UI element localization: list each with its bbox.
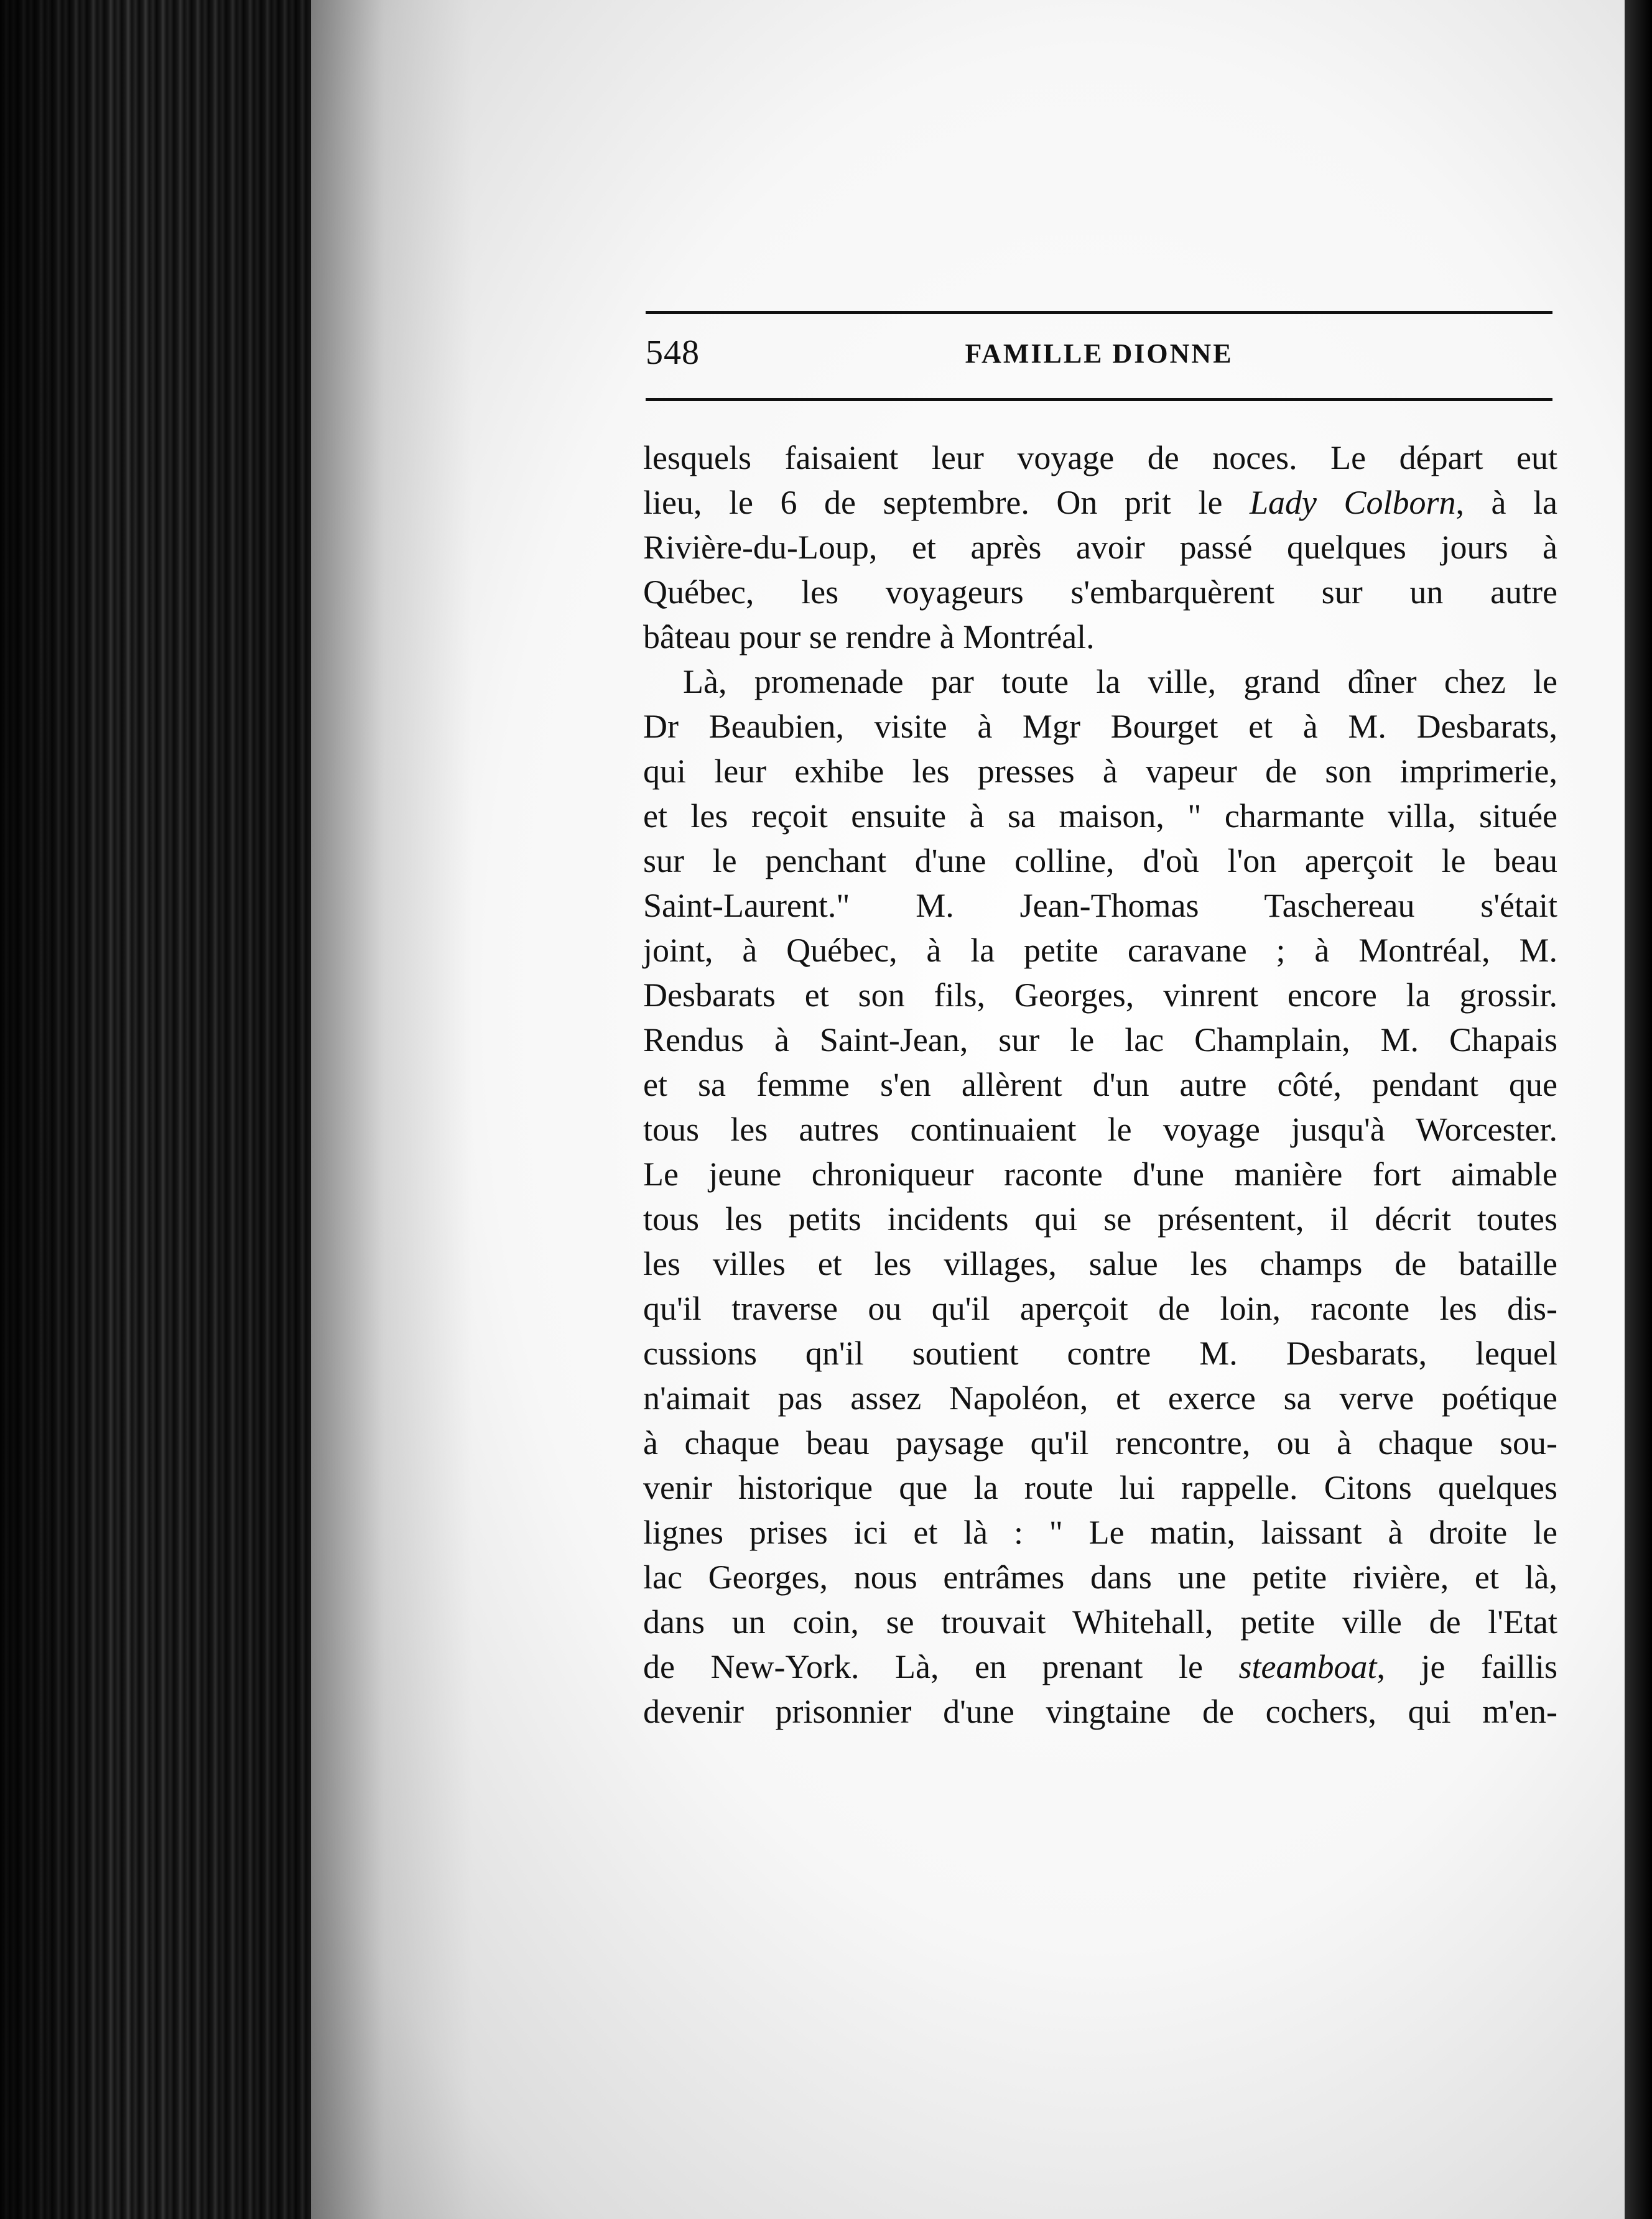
page-number: 548: [646, 333, 700, 372]
text-line: cussions qn'il soutient contre M. Desbarats, lequel: [643, 1335, 1557, 1372]
text-line: devenir prisonnier d'une vingtaine de cochers, qui m'en-: [643, 1693, 1557, 1730]
text-line: et les reçoit ensuite à sa maison, " charmante villa, située: [643, 797, 1557, 835]
text-line: qui leur exhibe les presses à vapeur de son imprimerie,: [643, 753, 1557, 790]
text-line: les villes et les villages, salue les champs de bataille: [643, 1245, 1557, 1282]
text-line: Le jeune chroniqueur raconte d'une manière fort aimable: [643, 1156, 1557, 1193]
text-line: Saint-Laurent." M. Jean-Thomas Taschereau s'était: [643, 887, 1557, 924]
text-line: de New-York. Là, en prenant le steamboat, je faillis: [643, 1648, 1557, 1685]
right-edge-shadow: [1625, 0, 1652, 2219]
text-line: lignes prises ici et là : " Le matin, laissant à droite le: [643, 1514, 1557, 1551]
body-text: [643, 435, 1557, 1734]
text-line: dans un coin, se trouvait Whitehall, petite ville de l'Etat: [643, 1603, 1557, 1641]
text-line: lac Georges, nous entrâmes dans une petite rivière, et là,: [643, 1559, 1557, 1596]
italic-ship-name: Lady Colborn: [1249, 484, 1456, 521]
text-line: venir historique que la route lui rappelle. Citons quelques: [643, 1469, 1557, 1506]
text-line: lieu, le 6 de septembre. On prit le Lady Colborn, à la: [643, 484, 1557, 521]
text-line: sur le penchant d'une colline, d'où l'on aperçoit le beau: [643, 842, 1557, 879]
text-line: Là, promenade par toute la ville, grand dîner chez le: [683, 663, 1557, 700]
text-line: Rendus à Saint-Jean, sur le lac Champlain, M. Chapais: [643, 1021, 1557, 1059]
text-line: lesquels faisaient leur voyage de noces. Le départ eut: [643, 439, 1557, 476]
text-line: Québec, les voyageurs s'embarquèrent sur un autre: [643, 573, 1557, 611]
text-line: tous les petits incidents qui se présentent, il décrit toutes: [643, 1200, 1557, 1238]
text-line: joint, à Québec, à la petite caravane ; à Montréal, M.: [643, 932, 1557, 969]
running-title: FAMILLE DIONNE: [965, 338, 1233, 369]
page-header: [646, 333, 1552, 382]
book-page-edges: [0, 0, 311, 2219]
text-line: n'aimait pas assez Napoléon, et exerce sa verve poétique: [643, 1379, 1557, 1417]
text-line: et sa femme s'en allèrent d'un autre côté, pendant que: [643, 1066, 1557, 1103]
text-line: Rivière-du-Loup, et après avoir passé quelques jours à: [643, 529, 1557, 566]
italic-word-steamboat: steamboat: [1238, 1648, 1377, 1685]
header-rule-bottom: [646, 398, 1552, 401]
text-line: bâteau pour se rendre à Montréal.: [643, 618, 1095, 656]
text-line: Dr Beaubien, visite à Mgr Bourget et à M. Desbarats,: [643, 708, 1557, 745]
text-line: Desbarats et son fils, Georges, vinrent encore la grossir.: [643, 976, 1557, 1014]
text-line: tous les autres continuaient le voyage jusqu'à Worcester.: [643, 1111, 1557, 1148]
text-line: à chaque beau paysage qu'il rencontre, ou à chaque sou-: [643, 1424, 1557, 1462]
text-line: qu'il traverse ou qu'il aperçoit de loin, raconte les dis-: [643, 1290, 1557, 1327]
header-rule-top: [646, 311, 1552, 314]
